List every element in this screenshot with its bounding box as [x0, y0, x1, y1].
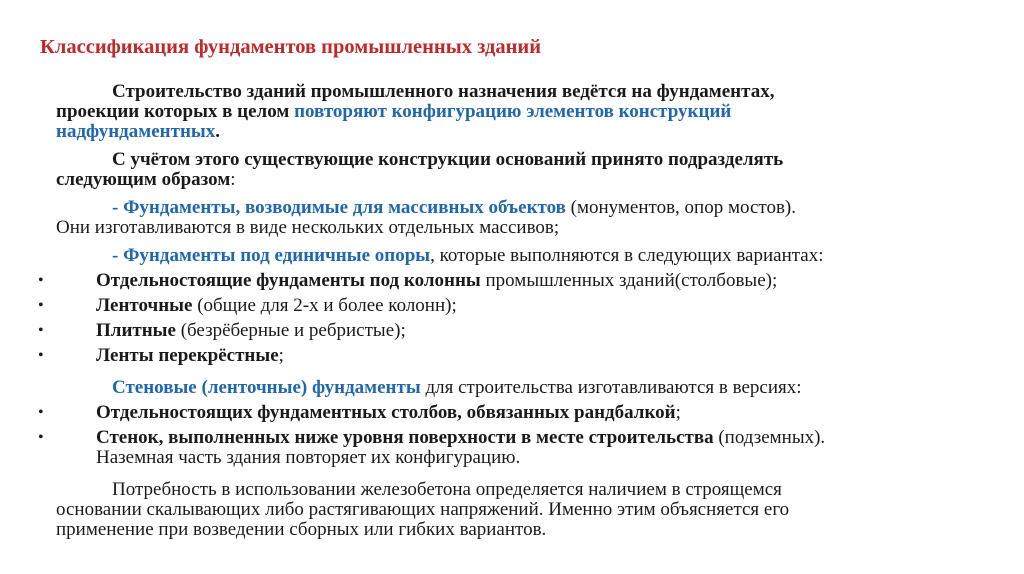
p5-line1-rest: для строительства изготавливаются в версиях: [420, 377, 802, 398]
p2-line2 [56, 170, 996, 190]
bullet-bold: Ленты перекрёстные [96, 345, 279, 366]
bullet-continuation: Наземная часть здания повторяет их конфигурацию. [96, 447, 521, 468]
bullet-rest: ; [675, 402, 681, 423]
bullet-icon: • [38, 347, 44, 364]
p1-highlight: повторяют конфигурацию элементов конструкций [294, 101, 732, 122]
p5-line1 [56, 378, 996, 398]
bullet-icon: • [38, 272, 44, 289]
bullet-rest: (безрёберные и ребристые); [175, 320, 406, 341]
p2-line1: С учётом этого существующие конструкции оснований принято подразделять [112, 149, 784, 170]
bullet-item [38, 270, 996, 291]
p2-line2-text: следующим образом [56, 169, 231, 190]
p4-line1-rest: , которые выполняются в следующих вариантах: [430, 245, 824, 266]
bullet-item [38, 402, 996, 423]
bullet-item [38, 320, 996, 341]
p1-line2 [56, 102, 996, 122]
p1-line1: Строительство зданий промышленного назначения ведётся на фундаментах, [112, 81, 775, 102]
bullet-bold: Ленточные [96, 295, 193, 316]
bullet-icon: • [38, 322, 44, 339]
p6-line2: основании скалывающих либо растягивающих напряжений. Именно этим объясняется его [56, 499, 790, 520]
p4-line1 [56, 246, 996, 266]
bullet-rest: (подземных). [713, 427, 826, 448]
bullet-rest: (общие для 2-х и более колонн); [192, 295, 457, 316]
p6-line3: применение при возведении сборных или гибких вариантов. [56, 519, 547, 540]
p3-line1-rest: (монументов, опор мостов). [565, 197, 797, 218]
p1-period: . [215, 121, 220, 142]
p1-line3 [56, 122, 996, 142]
bullet-icon: • [38, 297, 44, 314]
p3-line1 [56, 198, 996, 218]
wall-foundations-heading: Стеновые (ленточные) фундаменты [112, 377, 421, 398]
p1-line2-text: проекции которых в целом [56, 101, 295, 122]
bullet-item [38, 345, 996, 366]
single-supports-heading: - Фундаменты под единичные опоры [112, 245, 431, 266]
bullet-bold: Отдельностоящие фундаменты под колонны [96, 270, 481, 291]
bullet-bold: Отдельностоящих фундаментных столбов, обвязанных рандбалкой [96, 402, 676, 423]
p2-colon: : [230, 169, 236, 190]
bullet-bold: Стенок, выполненных ниже уровня поверхности в месте строительства [96, 427, 714, 448]
bullet-rest: ; [278, 345, 284, 366]
bullet-rest: промышленных зданий(столбовые); [480, 270, 778, 291]
bullet-bold: Плитные [96, 320, 176, 341]
bullet-icon: • [38, 429, 44, 446]
bullet-item [38, 295, 996, 316]
p6-line1: Потребность в использовании железобетона определяется наличием в строящемся [112, 479, 782, 500]
p1-highlight-end: надфундаментных [56, 121, 216, 142]
massive-foundations-heading: - Фундаменты, возводимые для массивных объектов [112, 197, 566, 218]
slide-title: Классификация фундаментов промышленных зданий [40, 36, 542, 58]
bullet-item [38, 427, 996, 448]
bullet-icon: • [38, 404, 44, 421]
p3-line2: Они изготавливаются в виде нескольких отдельных массивов; [56, 217, 560, 238]
